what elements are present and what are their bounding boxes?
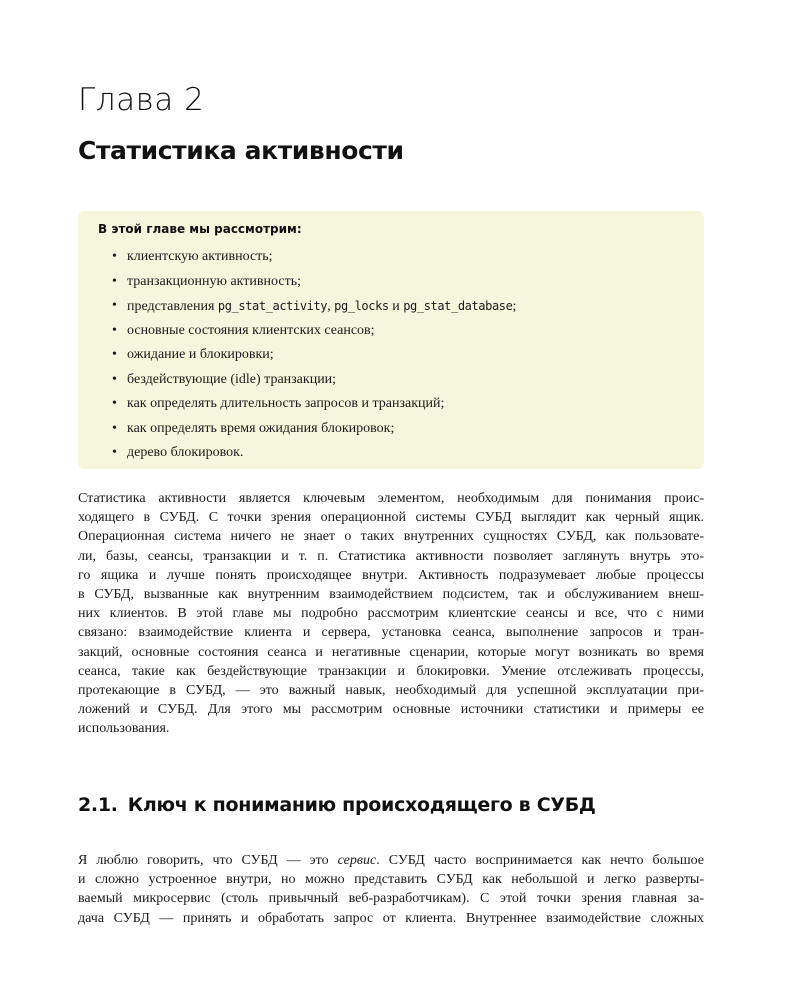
summary-item: • как определять длительность запросов и транзакций; — [112, 394, 516, 419]
emphasis: сервис — [337, 853, 377, 868]
intro-paragraph — [78, 489, 704, 738]
summary-item-text: представления — [127, 299, 218, 314]
text-line: сеанса, такие как бездействующие транзакции и блокировки. Умение отслеживать процессы, — [78, 663, 704, 679]
text-line: них клиентов. В этой главе мы подробно рассмотрим клиентские сеансы и все, что с ними — [78, 606, 704, 622]
code-pg-stat-activity: pg_stat_activity — [217, 299, 328, 313]
text-line: го ящика и лучше понять происходящее внутри. Активность подразумевает любые процессы — [78, 567, 704, 583]
section-number: 2.1. — [78, 794, 118, 816]
text-line: ваемый микросервис (столь привычный веб-разработчикам). С этой точки зрения главная за- — [78, 891, 704, 907]
text-line: закций, основные состояния сеанса и негативные сценарии, которые могут возникать во время — [78, 644, 704, 660]
text-run: Я люблю говорить, что СУБД — это — [78, 853, 338, 868]
text-line: ходящего в СУБД. С точки зрения операционной системы СУБД выглядит как черный ящик. — [78, 510, 704, 526]
text-line: дача СУБД — принять и обработать запрос от клиента. Внутреннее взаимодействие сложных — [78, 910, 704, 926]
summary-item: • как определять время ожидания блокировок; — [112, 419, 516, 444]
chapter-title: Статистика активности — [78, 136, 404, 165]
separator: , — [327, 299, 335, 314]
text-line: Операционная система ничего не знает о таких внутренних сущностях СУБД, как пользовате- — [78, 529, 704, 545]
summary-item: • дерево блокировок. — [112, 443, 516, 468]
summary-item: • клиентскую активность; — [112, 247, 516, 272]
punctuation: ; — [512, 299, 517, 314]
summary-item — [112, 296, 516, 321]
text-line: использования. — [78, 721, 170, 737]
text-line: и сложно устроенное внутри, но можно представить СУБД как небольшой и легко разверты- — [78, 872, 704, 888]
section-paragraph — [78, 851, 704, 928]
summary-item: • бездействующие (idle) транзакции; — [112, 370, 516, 395]
text-line: в СУБД, вызванные как внутренним взаимодействием подсистем, так и обслуживанием внеш- — [78, 586, 704, 602]
text-line: ложений и СУБД. Для этого мы рассмотрим основные источники статистики и примеры ее — [78, 702, 704, 718]
summary-list — [112, 247, 516, 468]
text-line — [78, 851, 704, 870]
text-line: Статистика активности является ключевым элементом, необходимым для понимания проис- — [78, 491, 704, 506]
chapter-summary-box — [78, 211, 704, 469]
separator: и — [388, 299, 404, 314]
section-heading — [78, 794, 596, 816]
summary-item: • транзакционную активность; — [112, 272, 516, 297]
text-line: ли, базы, сеансы, транзакции и т. п. Статистика активности позволяет заглянуть внутрь это- — [78, 548, 704, 564]
summary-item: • основные состояния клиентских сеансов; — [112, 321, 516, 346]
code-pg-locks: pg_locks — [334, 299, 389, 313]
text-run: . СУБД часто воспринимается как нечто большое — [376, 853, 704, 868]
section-title: Ключ к пониманию происходящего в СУБД — [127, 794, 596, 816]
text-line: протекающие в СУБД, — это важный навык, необходимый для успешной эксплуатации при- — [78, 682, 704, 698]
chapter-label: Глава 2 — [78, 82, 205, 118]
summary-item: • ожидание и блокировки; — [112, 345, 516, 370]
text-line: связано: взаимодействие клиента и сервера, установка сеанса, выполнение запросов и тран- — [78, 625, 704, 641]
code-pg-stat-database: pg_stat_database — [403, 299, 513, 313]
summary-heading: В этой главе мы рассмотрим: — [98, 222, 302, 236]
